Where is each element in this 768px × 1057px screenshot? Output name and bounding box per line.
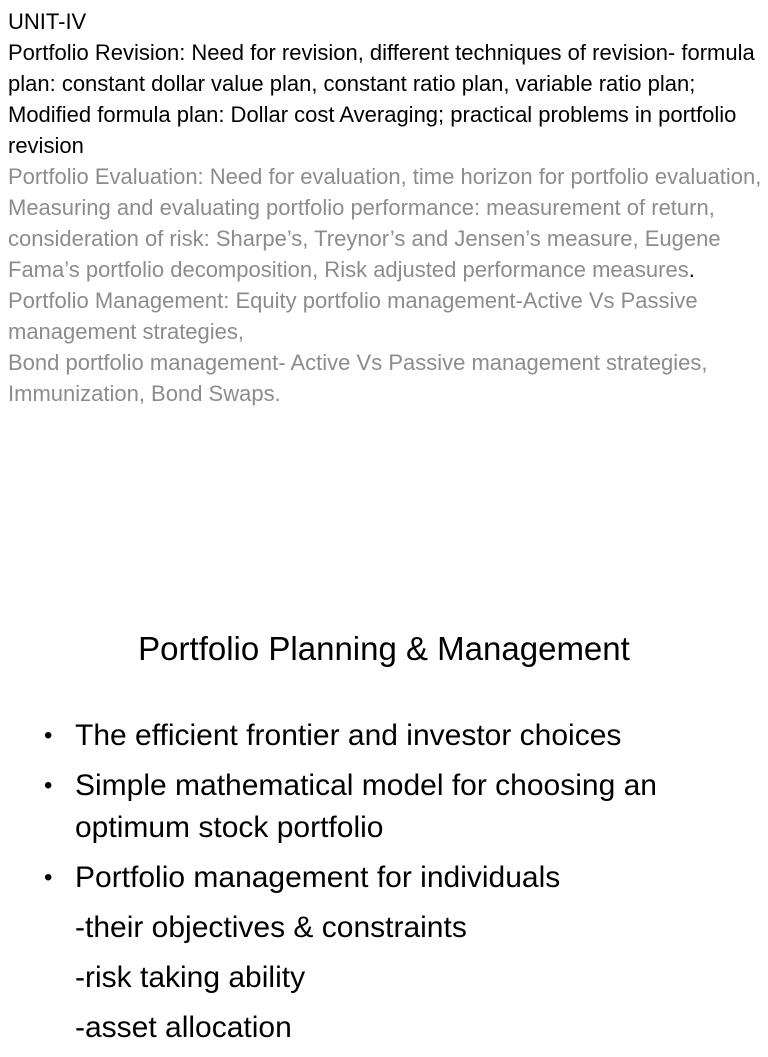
bullet-marker: • bbox=[44, 722, 53, 749]
unit-label: UNIT-IV bbox=[8, 9, 87, 34]
sub-item: -risk taking ability bbox=[75, 961, 306, 994]
sub-item: -asset allocation bbox=[75, 1011, 292, 1044]
bullet-text: Portfolio management for individuals bbox=[75, 861, 561, 894]
bullet-marker: • bbox=[44, 864, 53, 891]
syllabus-section bbox=[8, 6, 768, 409]
bullet-text: Simple mathematical model for choosing an optimum stock portfolio bbox=[75, 769, 657, 844]
bullet-text: The efficient frontier and investor choices bbox=[75, 719, 622, 752]
portfolio-revision-paragraph: Portfolio Revision: Need for revision, different techniques of revision- formula plan: constant dollar value plan, constant ratio plan, variable ratio plan; Modified formula plan: Dollar cost Averaging; practical problems in portfolio revision bbox=[8, 40, 755, 158]
bullet-list bbox=[0, 715, 768, 1057]
bond-portfolio-paragraph: Bond portfolio management- Active Vs Passive management strategies, Immunization, Bond Swaps. bbox=[8, 350, 708, 406]
portfolio-evaluation-period: . bbox=[688, 257, 695, 282]
bullet-marker: • bbox=[44, 772, 53, 799]
portfolio-evaluation-paragraph bbox=[8, 161, 768, 285]
portfolio-management-paragraph: Portfolio Management: Equity portfolio management-Active Vs Passive management strategies, bbox=[8, 288, 698, 344]
sub-item: -their objectives & constraints bbox=[75, 911, 467, 944]
bullet-item bbox=[0, 765, 768, 849]
bullet-item bbox=[0, 715, 768, 757]
slide-title: Portfolio Planning & Management bbox=[138, 630, 630, 667]
bullet-item bbox=[0, 857, 768, 899]
portfolio-evaluation-text: Portfolio Evaluation: Need for evaluation, time horizon for portfolio evaluation, Measuring and evaluating portfolio performance: measurement of return, consideration of risk: Sharpe’s, Treynor’s and Jensen’s measure, Eugene Fama’s portfolio decomposition, Risk adjusted performance measures bbox=[8, 164, 762, 282]
